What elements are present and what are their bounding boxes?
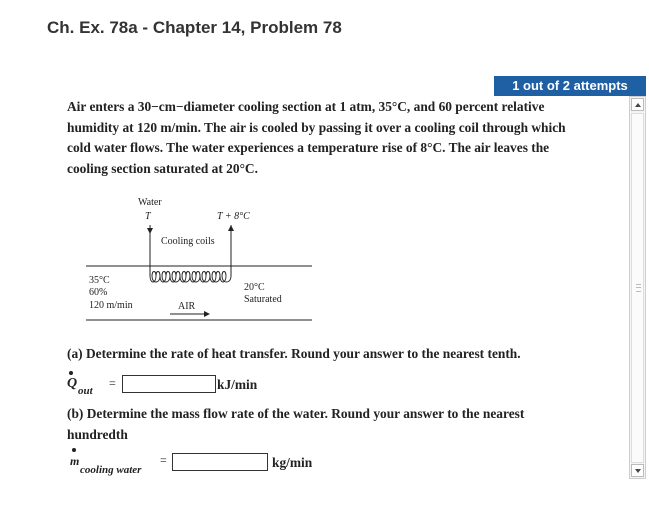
water-out-arrow-icon — [228, 225, 234, 231]
inlet-temp: 35°C — [89, 275, 110, 286]
m-subscript: cooling water — [80, 464, 142, 476]
air-flow-arrow-icon — [204, 311, 210, 317]
q-symbol: Q — [67, 376, 78, 391]
chevron-up-icon — [635, 103, 641, 107]
scrollbar-thumb[interactable] — [631, 113, 644, 463]
part-a-question: (a) Determine the rate of heat transfer. Round your answer to the nearest tenth. — [67, 346, 521, 361]
problem-statement — [67, 97, 607, 179]
scroll-down-button[interactable] — [631, 464, 644, 477]
water-in-arrow-icon — [147, 228, 153, 234]
chevron-down-icon — [635, 469, 641, 473]
heat-transfer-unit: kJ/min — [217, 377, 258, 392]
inlet-humidity: 60% — [89, 287, 108, 298]
scroll-up-button[interactable] — [631, 98, 644, 111]
grip-icon — [636, 284, 641, 292]
part-b-line: (b) Determine the mass flow rate of the water. Round your answer to the nearest — [67, 406, 525, 421]
equals-sign: = — [109, 376, 116, 390]
inlet-velocity: 120 m/min — [89, 300, 133, 311]
cooling-coil-icon — [150, 272, 231, 283]
outlet-temp: 20°C — [244, 282, 265, 293]
attempts-badge: 1 out of 2 attempts — [494, 76, 646, 96]
cooling-section-diagram — [84, 194, 314, 326]
problem-line: Air enters a 30−cm−diameter cooling section at 1 atm, 35°C, and 60 percent relative — [67, 99, 545, 114]
water-label: Water — [138, 197, 162, 208]
air-label: AIR — [178, 301, 196, 312]
scrollbar[interactable] — [629, 96, 646, 479]
part-b-question — [67, 403, 587, 445]
equals-sign: = — [160, 453, 167, 467]
page-title: Ch. Ex. 78a - Chapter 14, Problem 78 — [47, 18, 342, 37]
m-symbol: m — [70, 454, 80, 468]
mass-flow-input[interactable] — [172, 453, 268, 471]
outlet-state: Saturated — [244, 294, 282, 305]
problem-line: cold water flows. The water experiences a temperature rise of 8°C. The air leaves the — [67, 140, 550, 155]
dot-accent-icon — [72, 448, 76, 452]
part-b-line: hundredth — [67, 427, 128, 442]
heat-transfer-input[interactable] — [122, 375, 216, 393]
water-outlet-temp: T + 8°C — [217, 211, 250, 222]
water-inlet-temp: T — [145, 211, 151, 222]
dot-accent-icon — [69, 371, 73, 375]
cooling-coils-label: Cooling coils — [161, 236, 215, 247]
problem-line: humidity at 120 m/min. The air is cooled by passing it over a cooling coil through which — [67, 119, 566, 135]
problem-line: cooling section saturated at 20°C. — [67, 160, 258, 176]
mass-flow-unit: kg/min — [272, 455, 313, 470]
q-subscript: out — [78, 385, 93, 397]
